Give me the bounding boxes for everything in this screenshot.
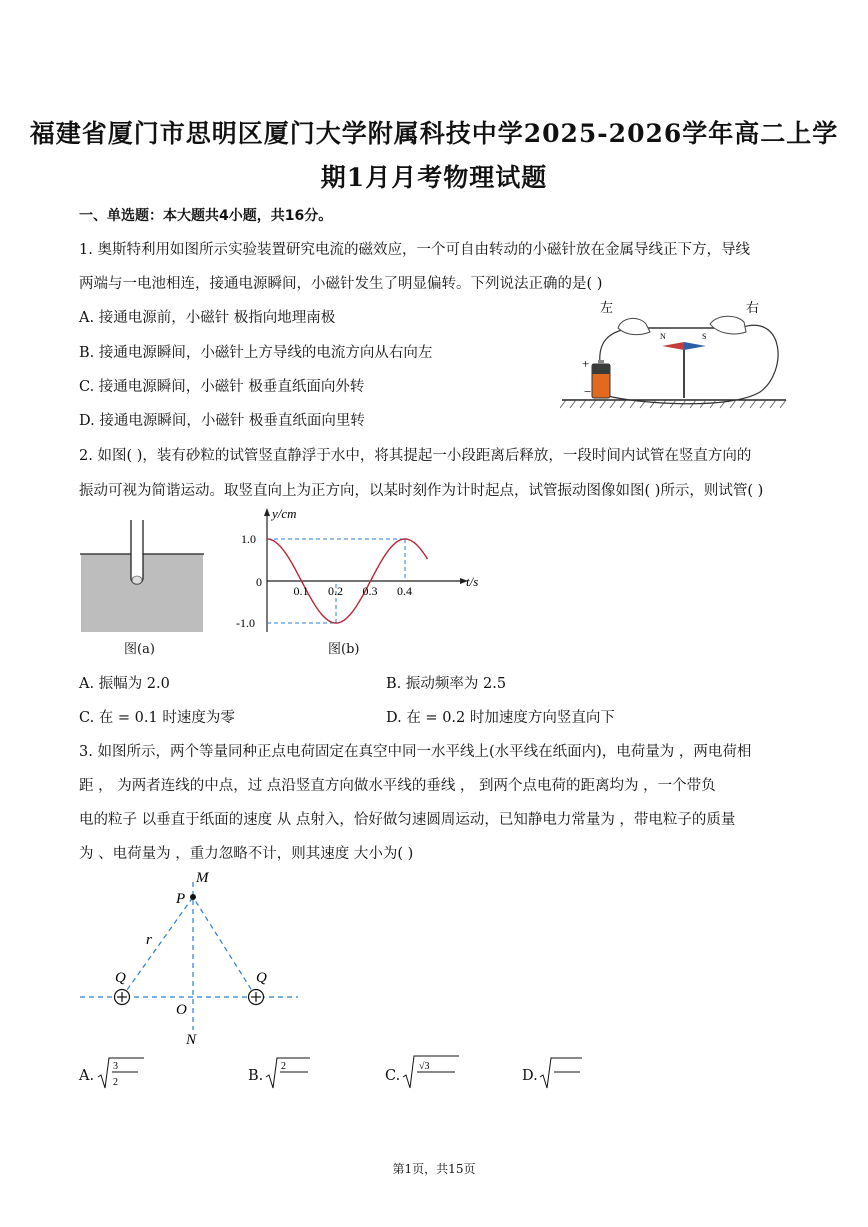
- q2-option-a: A. 振幅为 2.0: [79, 676, 170, 692]
- q3-stem-line3: 电的粒子 以垂直于纸面的速度 从 点射入，恰好做匀速圆周运动，已知静电力常量为 ，带电粒子的质量: [79, 812, 736, 828]
- q3-option-b: B.: [248, 1068, 264, 1084]
- q2-option-b: B. 振动频率为 2.5: [386, 676, 507, 692]
- q2-stem-line2: 振动可视为简谐运动。取竖直向上为正方向，以某时刻作为计时起点，试管振动图像如图( )所示，则试管( ): [79, 483, 764, 499]
- battery-plus: +: [582, 356, 590, 371]
- q3-option-a-radical: [96, 1055, 146, 1091]
- q2-option-d: D. 在 = 0.2 时加速度方向竖直向下: [386, 710, 615, 726]
- label-o: O: [176, 1002, 187, 1018]
- q3-option-a-denominator: 2: [113, 1077, 118, 1088]
- compass-needle: [662, 342, 684, 350]
- label-q-left: Q: [115, 970, 126, 986]
- battery-minus: −: [584, 384, 592, 399]
- label-q-right: Q: [256, 970, 267, 986]
- q3-option-a-numerator: 3: [113, 1061, 118, 1072]
- charge-right: [249, 990, 264, 1005]
- page-footer: 第1页，共15页: [392, 1162, 476, 1176]
- page-title-line1: 福建省厦门市思明区厦门大学附属科技中学2025-2026学年高二上学: [29, 119, 839, 148]
- point-p-dot: [190, 894, 196, 900]
- q3-option-b-radical: [264, 1055, 312, 1091]
- q3-option-d: D.: [522, 1068, 538, 1084]
- chart-y-tick-label: 1.0: [241, 532, 256, 546]
- sand-grains: [132, 576, 142, 584]
- label-n: N: [186, 1032, 197, 1048]
- q2-figure-a: [80, 516, 206, 636]
- q2-figure-a-caption: 图(a): [124, 642, 155, 657]
- chart-ylabel: y/cm: [272, 506, 297, 521]
- q1-fig-left-label: 左: [600, 300, 614, 315]
- q3-option-d-radical: [538, 1055, 584, 1091]
- q3-charges-figure: [78, 866, 304, 1052]
- q3-option-c: C.: [385, 1068, 401, 1084]
- chart-x-tick-label: 0.4: [397, 584, 412, 598]
- chart-xlabel: t/s: [466, 574, 479, 589]
- chart-y-tick-label: -1.0: [236, 616, 255, 630]
- q1-option-d: D. 接通电源瞬间，小磁针 极垂直纸面向里转: [79, 413, 365, 429]
- q3-stem-line4: 为 、电荷量为 ，重力忽略不计，则其速度 大小为( ): [79, 846, 414, 862]
- chart-x-tick-label: 0.3: [362, 584, 378, 598]
- page-title-line2: 期1月月考物理试题: [320, 163, 548, 192]
- q3-option-c-numerator: √3: [419, 1061, 430, 1072]
- q2-option-c: C. 在 = 0.1 时速度为零: [79, 710, 235, 726]
- q2-chart: [232, 506, 490, 634]
- charge-left: [115, 990, 130, 1005]
- q3-option-b-numerator: 2: [281, 1061, 286, 1072]
- needle-s-label: S: [702, 332, 707, 341]
- q1-option-c: C. 接通电源瞬间，小磁针 极垂直纸面向外转: [79, 379, 365, 395]
- q3-option-a: A.: [79, 1068, 95, 1084]
- chart-origin-label: 0: [256, 575, 262, 589]
- test-tube: [131, 520, 143, 584]
- q1-option-b: B. 接通电源瞬间，小磁针上方导线的电流方向从右向左: [79, 345, 433, 361]
- chart-x-tick-label: 0.1: [293, 584, 309, 598]
- q2-figure-b-caption: 图(b): [328, 642, 360, 657]
- label-p: P: [176, 891, 186, 907]
- q3-stem-line2: 距 ， 为两者连线的中点，过 点沿竖直方向做水平线的垂线 ， 到两个点电荷的距离均为 ，一个带负: [79, 778, 716, 794]
- q1-option-a: A. 接通电源前，小磁针 极指向地理南极: [79, 310, 336, 326]
- label-m: M: [196, 870, 209, 886]
- q1-fig-right-label: 右: [746, 300, 760, 315]
- q1-stem-line1: 1. 奥斯特利用如图所示实验装置研究电流的磁效应，一个可自由转动的小磁针放在金属导线正下方，导线: [79, 242, 750, 258]
- section-heading: 一、单选题：本大题共4小题，共16分。: [79, 208, 333, 224]
- q1-stem-line2: 两端与一电池相连，接通电源瞬间，小磁针发生了明显偏转。下列说法正确的是( ): [79, 276, 603, 292]
- q3-stem-line1: 3. 如图所示，两个等量同种正点电荷固定在真空中同一水平线上(水平线在纸面内)，电荷量为 ，两电荷相: [79, 744, 752, 760]
- needle-n-label: N: [660, 332, 666, 341]
- label-r: r: [146, 932, 152, 948]
- chart-x-tick-label: 0.2: [328, 584, 343, 598]
- q2-stem-line1: 2. 如图( )，装有砂粒的试管竖直静浮于水中，将其提起一小段距离后释放，一段时间内试管在竖直方向的: [79, 448, 752, 464]
- q3-option-c-radical: [401, 1053, 461, 1089]
- q1-oersted-figure: [560, 292, 788, 410]
